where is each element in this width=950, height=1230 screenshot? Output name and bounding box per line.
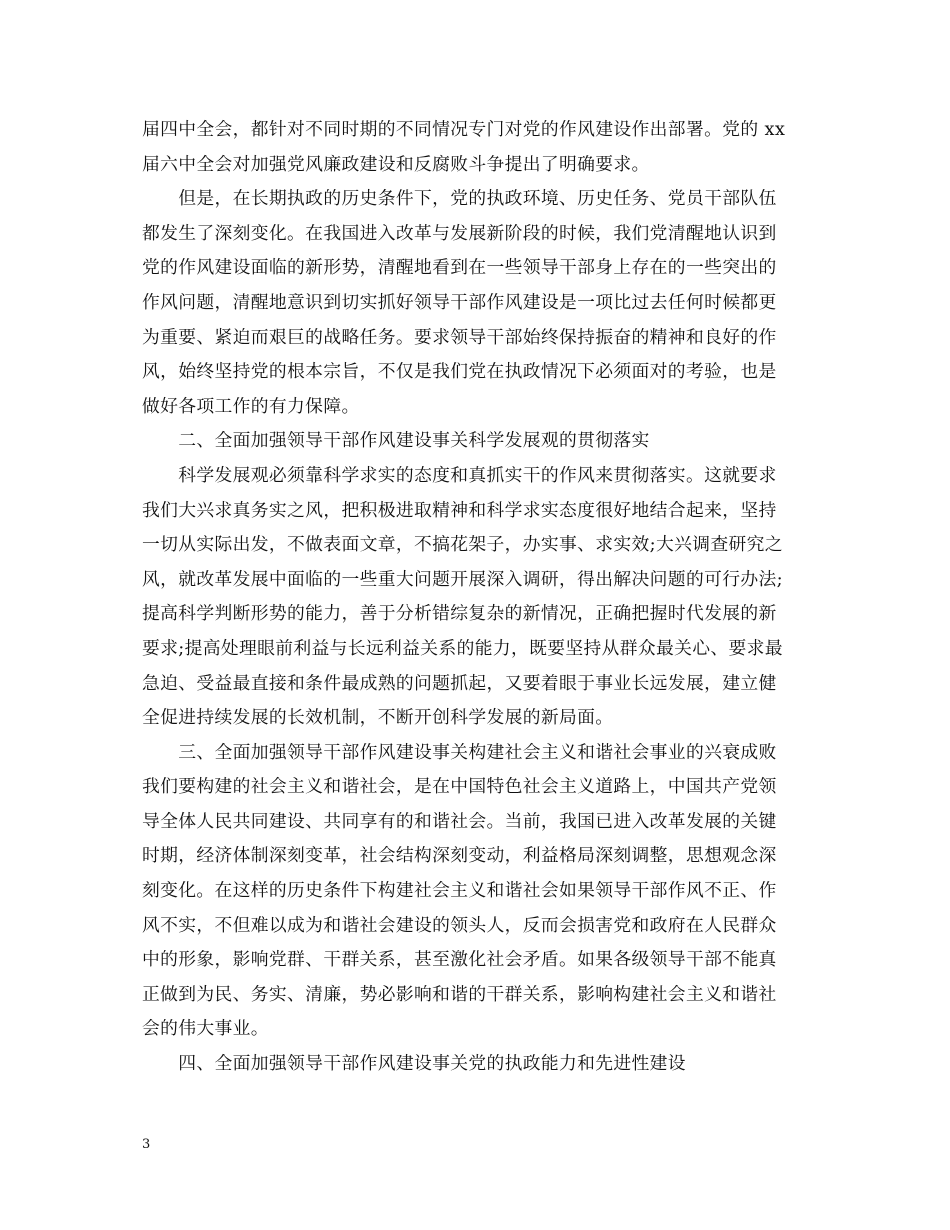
text-line: 届四中全会，都针对不同时期的不同情况专门对党的作风建设作出部署。党的 xx [142, 119, 786, 140]
text-line: 风，就改革发展中面临的一些重大问题开展深入调研，得出解决问题的可行办法; [142, 568, 783, 590]
text-line: 为重要、紧迫而艰巨的战略任务。要求领导干部始终保持振奋的精神和良好的作 [142, 326, 777, 348]
text-line: 党的作风建设面临的新形势，清醒地看到在一些领导干部身上存在的一些突出的 [142, 257, 777, 279]
text-line: 急迫、受益最直接和条件最成熟的问题抓起，又要着眼于事业长远发展，建立健 [142, 672, 777, 694]
text-line: 作风问题，清醒地意识到切实抓好领导干部作风建设是一项比过去任何时候都更 [142, 291, 777, 313]
text-line: 科学发展观必须靠科学求实的态度和真抓实干的作风来贯彻落实。这就要求 [142, 464, 777, 486]
text-line: 都发生了深刻变化。在我国进入改革与发展新阶段的时候，我们党清醒地认识到 [142, 222, 777, 244]
section-heading-4: 四、全面加强领导干部作风建设事关党的执政能力和先进性建设 [142, 1053, 686, 1075]
text-line: 正做到为民、务实、清廉，势必影响和谐的干群关系，影响构建社会主义和谐社 [142, 983, 777, 1005]
text-line: 但是，在长期执政的历史条件下，党的执政环境、历史任务、党员干部队伍 [142, 188, 777, 210]
text-line: 届六中全会对加强党风廉政建设和反腐败斗争提出了明确要求。 [142, 153, 650, 175]
text-line: 时期，经济体制深刻变革，社会结构深刻变动，利益格局深刻调整，思想观念深 [142, 845, 777, 867]
text-line: 一切从实际出发，不做表面文章，不搞花架子，办实事、求实效;大兴调查研究之 [142, 534, 783, 556]
text-line: 导全体人民共同建设、共同享有的和谐社会。当前，我国已进入改革发展的关键 [142, 810, 777, 832]
text-line: 我们要构建的社会主义和谐社会，是在中国特色社会主义道路上，中国共产党领 [142, 776, 777, 798]
text-line: 提高科学判断形势的能力，善于分析错综复杂的新情况，正确把握时代发展的新 [142, 603, 777, 625]
section-heading-3: 三、全面加强领导干部作风建设事关构建社会主义和谐社会事业的兴衰成败 [142, 741, 777, 763]
document-body [142, 113, 810, 1082]
text-line: 风，始终坚持党的根本宗旨，不仅是我们党在执政情况下必须面对的考验，也是 [142, 361, 777, 383]
text-line: 做好各项工作的有力保障。 [142, 395, 360, 417]
section-heading-2: 二、全面加强领导干部作风建设事关科学发展观的贯彻落实 [142, 430, 650, 452]
text-line: 我们大兴求真务实之风，把积极进取精神和科学求实态度很好地结合起来，坚持 [142, 499, 777, 521]
text-line: 会的伟大事业。 [142, 1018, 269, 1040]
text-line: 要求;提高处理眼前利益与长远利益关系的能力，既要坚持从群众最关心、要求最 [142, 637, 783, 659]
text-line: 风不实，不但难以成为和谐社会建设的领头人，反而会损害党和政府在人民群众 [142, 914, 777, 936]
page-number: 3 [142, 1137, 151, 1152]
text-line: 刻变化。在这样的历史条件下构建社会主义和谐社会如果领导干部作风不正、作 [142, 880, 777, 902]
text-line: 全促进持续发展的长效机制，不断开创科学发展的新局面。 [142, 707, 614, 729]
text-line: 中的形象，影响党群、干群关系，甚至激化社会矛盾。如果各级领导干部不能真 [142, 949, 777, 971]
